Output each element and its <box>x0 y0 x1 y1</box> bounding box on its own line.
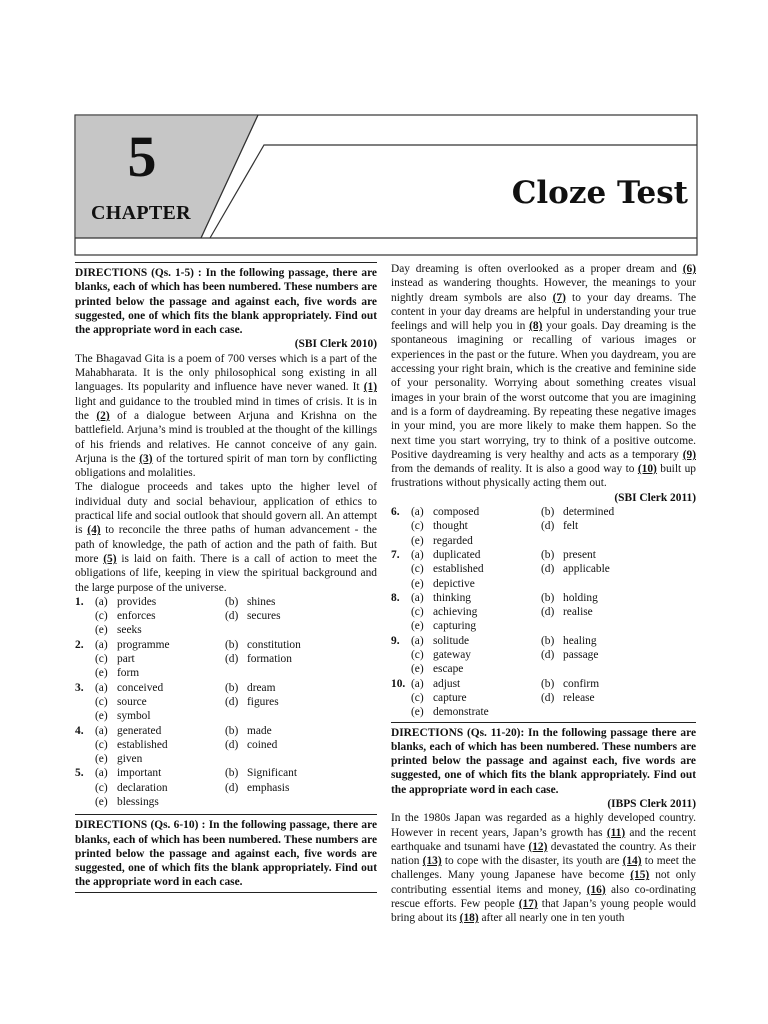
option-text: healing <box>563 634 597 647</box>
option-letter: (c) <box>95 610 108 623</box>
option-text: gateway <box>433 649 471 662</box>
blank-marker: (9) <box>682 448 696 461</box>
left-column <box>75 262 377 896</box>
question-number <box>75 709 95 723</box>
option <box>411 591 541 605</box>
option-row <box>75 752 377 766</box>
option-row <box>75 709 377 723</box>
option-letter: (a) <box>95 595 108 608</box>
option <box>411 548 541 562</box>
passage-text: of the tortured spirit of man torn by conflicting obligations and molalities. <box>75 452 377 480</box>
source-sbi-2011: (SBI Clerk 2011) <box>614 491 696 504</box>
option-text: Significant <box>247 767 297 780</box>
option-text: thought <box>433 520 468 533</box>
option-letter: (c) <box>411 649 424 662</box>
option-text: escape <box>433 663 464 676</box>
option-row <box>391 591 696 605</box>
option-letter: (c) <box>411 606 424 619</box>
option-text: programme <box>117 638 170 651</box>
question-item <box>391 505 696 548</box>
option <box>95 724 225 738</box>
option-letter: (b) <box>225 724 239 737</box>
option-row <box>75 652 377 666</box>
question-item <box>75 595 377 638</box>
option-letter: (c) <box>95 695 108 708</box>
option-text: enforces <box>117 610 156 623</box>
passage-text: that Japan’s young people would bring about its <box>391 898 697 925</box>
option-text: determined <box>563 506 615 519</box>
blank-marker: (14) <box>622 855 642 868</box>
option-letter: (d) <box>541 691 555 704</box>
option <box>411 691 541 705</box>
option <box>225 766 377 780</box>
option <box>411 577 541 591</box>
directions-11-20: DIRECTIONS (Qs. 11-20): In the following passage there are blanks, each of which has been numbered. These numbers are printed below the passage and against each, five words are suggested, one of which fits the blank appropriately. Find out the appropriate word in each case. <box>391 726 696 796</box>
question-number: 10. <box>391 677 406 690</box>
option <box>225 738 377 752</box>
blank-marker: (18) <box>459 912 479 925</box>
question-number <box>391 705 411 719</box>
option <box>541 591 696 605</box>
option-letter: (d) <box>541 606 555 619</box>
blank-marker: (1) <box>363 381 377 394</box>
passage-text: is laid on faith. There is a call of action to meet the obligations of life, keeping in view the spiritual background and the large purpose of the universe. <box>75 552 377 594</box>
option <box>95 652 225 666</box>
passage-text: to reconcile the three paths of human advancement - the path of knowledge, the path of action and the path of faith. But more <box>75 524 377 565</box>
passage-text: The Bhagavad Gita is a poem of 700 verses which is a part of the Mahabharata. It is the only philosophical song existing in all languages. Its popularity and influence have never waned. It <box>75 352 377 394</box>
question-number <box>75 652 95 666</box>
option <box>411 634 541 648</box>
option-text: duplicated <box>433 548 481 561</box>
option-text: confirm <box>563 677 600 690</box>
blank-marker: (5) <box>103 552 117 565</box>
question-list-6-10 <box>391 505 696 719</box>
option-row <box>391 562 696 576</box>
option-letter: (d) <box>225 738 239 751</box>
option <box>411 705 541 719</box>
question-number <box>391 662 411 676</box>
question-list-1-5 <box>75 595 377 809</box>
blank-marker: (3) <box>139 452 153 465</box>
option-letter: (c) <box>95 653 108 666</box>
option <box>541 634 696 648</box>
option-text: part <box>117 653 135 666</box>
question-number: 6. <box>391 506 400 519</box>
option <box>225 709 377 723</box>
option <box>225 695 377 709</box>
option-letter: (a) <box>411 548 424 561</box>
chapter-number: 5 <box>127 124 157 189</box>
option <box>411 519 541 533</box>
option <box>541 662 696 676</box>
option-text: solitude <box>433 634 470 647</box>
passage-text: after all nearly one in ten youth <box>478 912 625 925</box>
option-letter: (b) <box>541 634 555 647</box>
option-text: made <box>247 724 272 737</box>
passage-text: The dialogue proceeds and takes upto the higher level of individual duty and social behaviour, application of ethics to practical life and social outlook that should govern all. An attempt is <box>75 481 377 537</box>
directions-1-5: DIRECTIONS (Qs. 1-5) : In the following passage, there are blanks, each of which has been numbered. These numbers are printed below the passage and against each, five words are suggested, one of which fits the blank appropriately. Find out the appropriate word in each case. <box>75 267 377 337</box>
blank-marker: (15) <box>630 869 650 882</box>
passage-text: not only contributing essential items and money, <box>391 869 696 896</box>
chapter-label: CHAPTER <box>91 202 191 224</box>
option-row <box>75 724 377 738</box>
question-number <box>75 781 95 795</box>
question-item <box>75 766 377 809</box>
option-row <box>391 548 696 562</box>
option-letter: (a) <box>411 591 424 604</box>
option-letter: (b) <box>225 638 239 651</box>
option <box>541 577 696 591</box>
option-letter: (c) <box>411 520 424 533</box>
passage-text: to meet the challenges. Many young Japanese have become <box>391 855 696 882</box>
option-letter: (e) <box>411 663 424 676</box>
option-row <box>391 634 696 648</box>
question-item <box>391 677 696 720</box>
option <box>541 548 696 562</box>
passage-gita-2 <box>75 480 377 594</box>
passage-text: from the demands of reality. It is also a good way to <box>391 463 638 476</box>
divider <box>391 722 696 723</box>
option-text: realise <box>563 606 593 619</box>
option-row <box>75 695 377 709</box>
option <box>411 648 541 662</box>
option-row <box>391 648 696 662</box>
option-text: holding <box>563 591 598 604</box>
passage-gita-1 <box>75 352 377 481</box>
option <box>541 605 696 619</box>
option-text: source <box>117 695 147 708</box>
option <box>411 605 541 619</box>
question-number <box>391 648 411 662</box>
option-row <box>391 505 696 519</box>
option-row <box>391 519 696 533</box>
option <box>95 695 225 709</box>
option-row <box>391 605 696 619</box>
option <box>541 534 696 548</box>
option <box>225 752 377 766</box>
option-text: important <box>117 767 162 780</box>
option-text: coined <box>247 738 278 751</box>
option <box>411 677 541 691</box>
passage-text: also co-ordinating rescue efforts. Few people <box>391 883 696 911</box>
option-letter: (b) <box>225 595 239 608</box>
option-text: secures <box>247 610 281 623</box>
option-text: present <box>563 548 596 561</box>
option <box>541 519 696 533</box>
blank-marker: (7) <box>552 291 566 304</box>
option-text: symbol <box>117 710 151 723</box>
option-text: form <box>117 667 140 680</box>
passage-text: of a dialogue between Arjuna and Krishna on the battlefield. Arjuna’s mind is troubled at the thought of the killings of his friends and relatives. He cannot conceive of any gain. Arjuna is the <box>75 409 377 465</box>
question-number <box>75 795 95 809</box>
option-row <box>75 781 377 795</box>
passage-text: built up frustrations without physically acting them out. <box>391 463 696 490</box>
question-item <box>75 638 377 681</box>
option-text: capture <box>433 691 467 704</box>
right-column <box>391 262 696 926</box>
option-text: established <box>433 563 484 576</box>
option-row <box>75 795 377 809</box>
option <box>95 666 225 680</box>
question-number <box>75 623 95 637</box>
option-text: constitution <box>247 638 301 651</box>
option-row <box>75 595 377 609</box>
option <box>95 738 225 752</box>
blank-marker: (17) <box>518 898 538 911</box>
question-number: 9. <box>391 634 400 647</box>
option-row <box>75 666 377 680</box>
option-text: thinking <box>433 591 471 604</box>
passage-text: In the 1980s Japan was regarded as a highly developed country. However in recent years, Japan’s growth has <box>391 812 696 839</box>
option-letter: (b) <box>225 767 239 780</box>
question-number <box>391 619 411 633</box>
question-number <box>75 666 95 680</box>
option <box>225 638 377 652</box>
option-text: depictive <box>433 577 475 590</box>
question-item <box>75 681 377 724</box>
option-row <box>75 681 377 695</box>
option-text: seeks <box>117 624 142 637</box>
question-number <box>75 609 95 623</box>
blank-marker: (12) <box>528 840 548 853</box>
option-text: demonstrate <box>433 706 489 719</box>
option <box>95 766 225 780</box>
option-text: formation <box>247 653 292 666</box>
blank-marker: (8) <box>529 320 543 333</box>
option-row <box>75 609 377 623</box>
question-number <box>75 695 95 709</box>
option-letter: (b) <box>541 506 555 519</box>
option-letter: (b) <box>541 677 555 690</box>
passage-text: and the recent earthquake and tsunami have <box>391 826 696 853</box>
question-item <box>391 634 696 677</box>
option-letter: (b) <box>541 591 555 604</box>
option <box>225 681 377 695</box>
option <box>95 709 225 723</box>
option-letter: (e) <box>95 795 108 808</box>
option-letter: (a) <box>95 681 108 694</box>
option-text: applicable <box>563 563 610 576</box>
option-row <box>75 638 377 652</box>
question-item <box>391 591 696 634</box>
passage-text: Day dreaming is often overlooked as a proper dream and <box>391 263 683 275</box>
option <box>541 619 696 633</box>
chapter-title: Cloze Test <box>511 175 688 211</box>
source-ibps-2011: (IBPS Clerk 2011) <box>607 797 696 810</box>
option <box>225 724 377 738</box>
option <box>225 781 377 795</box>
option-letter: (a) <box>95 767 108 780</box>
option-letter: (e) <box>95 624 108 637</box>
divider <box>75 814 377 815</box>
option-letter: (d) <box>225 653 239 666</box>
option <box>95 795 225 809</box>
option-letter: (c) <box>411 563 424 576</box>
option-letter: (e) <box>411 706 424 719</box>
option-letter: (e) <box>95 710 108 723</box>
option-letter: (e) <box>411 620 424 633</box>
option-text: capturing <box>433 620 477 633</box>
option-text: adjust <box>433 677 461 690</box>
option <box>411 534 541 548</box>
option-text: release <box>563 691 595 704</box>
option-letter: (b) <box>541 548 555 561</box>
option-row <box>75 623 377 637</box>
option <box>411 662 541 676</box>
question-number <box>391 605 411 619</box>
option-text: conceived <box>117 681 164 694</box>
option <box>225 595 377 609</box>
option-letter: (a) <box>411 506 424 519</box>
chapter-header <box>0 0 768 260</box>
option <box>541 705 696 719</box>
option-letter: (e) <box>411 534 424 547</box>
source-sbi-2010: (SBI Clerk 2010) <box>294 338 377 351</box>
option-letter: (a) <box>411 634 424 647</box>
option-letter: (d) <box>225 695 239 708</box>
option-text: passage <box>563 649 599 662</box>
option-letter: (a) <box>411 677 424 690</box>
option <box>225 795 377 809</box>
option-letter: (d) <box>541 649 555 662</box>
option <box>541 677 696 691</box>
directions-6-10: DIRECTIONS (Qs. 6-10) : In the following passage, there are blanks, each of which has been numbered. These numbers are printed below the passage and against each, five words are suggested, one of which fits the blank appropriately. Find out the appropriate word in each case. <box>75 819 377 889</box>
option-letter: (c) <box>411 691 424 704</box>
option-row <box>391 619 696 633</box>
option-row <box>75 738 377 752</box>
option-text: emphasis <box>247 781 290 794</box>
option <box>95 609 225 623</box>
option-text: provides <box>117 595 157 608</box>
option-text: dream <box>247 681 276 694</box>
option-letter: (e) <box>95 667 108 680</box>
option-letter: (d) <box>541 563 555 576</box>
passage-text: your goals. Day dreaming is the spontaneous imagining or recalling of various images or experiences in the past or the future. When you daydream, you are accessing your right brain, which is the creative and feminine side of your personality. Worrying about something creates visual images in your brain of the worst outcome that you are imagining and is a form of daydreaming. By repeating these negative images in your mind, you are more likely to make them happen. So the next time you start worrying, try to think of a positive outcome. Positive daydreaming is very healthy and acts as a temporary <box>391 320 696 461</box>
option <box>95 638 225 652</box>
option <box>95 781 225 795</box>
question-number <box>391 519 411 533</box>
option <box>411 505 541 519</box>
option <box>95 623 225 637</box>
option-text: felt <box>563 520 579 533</box>
option-letter: (d) <box>225 781 239 794</box>
question-number: 1. <box>75 595 84 608</box>
option <box>225 666 377 680</box>
option <box>225 652 377 666</box>
option <box>541 505 696 519</box>
option <box>95 681 225 695</box>
option-text: generated <box>117 724 162 737</box>
question-number <box>391 577 411 591</box>
question-number: 7. <box>391 548 400 561</box>
option-letter: (a) <box>95 724 108 737</box>
blank-marker: (13) <box>422 855 442 868</box>
question-number <box>391 691 411 705</box>
question-number <box>75 738 95 752</box>
option <box>95 595 225 609</box>
passage-text: light and guidance to the troubled mind in times of crisis. It is in the <box>75 395 377 422</box>
question-number <box>391 534 411 548</box>
option-row <box>391 705 696 719</box>
option-letter: (c) <box>95 781 108 794</box>
passage-text: to your day dreams. The content in your day dreams are helpful in understanding your true feelings and will help you in <box>391 291 697 333</box>
option-row <box>391 534 696 548</box>
option-text: shines <box>247 595 276 608</box>
option <box>411 562 541 576</box>
blank-marker: (6) <box>682 263 696 275</box>
option-text: blessings <box>117 795 159 808</box>
question-number: 5. <box>75 767 84 780</box>
option <box>225 609 377 623</box>
blank-marker: (2) <box>96 409 110 422</box>
option-text: given <box>117 753 143 766</box>
option <box>541 648 696 662</box>
passage-text: instead as wandering thoughts. However, the meanings to your nightly dream symbols are also <box>391 277 696 304</box>
option-letter: (d) <box>541 520 555 533</box>
blank-marker: (16) <box>586 883 606 896</box>
passage-japan <box>391 811 696 925</box>
blank-marker: (4) <box>87 524 101 537</box>
option-letter: (b) <box>225 681 239 694</box>
option-text: achieving <box>433 606 478 619</box>
question-item <box>391 548 696 591</box>
option <box>541 691 696 705</box>
passage-text: devastated the country. As their nation <box>391 840 696 868</box>
passage-text: to cope with the disaster, its youth are <box>441 855 623 868</box>
option-letter: (e) <box>411 577 424 590</box>
blank-marker: (10) <box>637 463 657 476</box>
option <box>225 623 377 637</box>
question-number: 4. <box>75 724 84 737</box>
divider <box>75 262 377 263</box>
option <box>411 619 541 633</box>
option-row <box>391 677 696 691</box>
option-letter: (d) <box>225 610 239 623</box>
option-row <box>391 691 696 705</box>
question-number: 2. <box>75 638 84 651</box>
option-row <box>391 662 696 676</box>
option-text: established <box>117 738 168 751</box>
question-number: 3. <box>75 681 84 694</box>
question-number <box>391 562 411 576</box>
option-row <box>75 766 377 780</box>
option-letter: (c) <box>95 738 108 751</box>
option <box>541 562 696 576</box>
divider <box>75 892 377 893</box>
option-text: regarded <box>433 534 473 547</box>
question-number: 8. <box>391 591 400 604</box>
option-text: composed <box>433 506 480 519</box>
option <box>95 752 225 766</box>
passage-daydream <box>391 262 696 491</box>
option-letter: (a) <box>95 638 108 651</box>
blank-marker: (11) <box>606 826 626 839</box>
question-number <box>75 752 95 766</box>
option-letter: (e) <box>95 753 108 766</box>
option-row <box>391 577 696 591</box>
option-text: declaration <box>117 781 168 794</box>
option-text: figures <box>247 695 279 708</box>
question-item <box>75 724 377 767</box>
